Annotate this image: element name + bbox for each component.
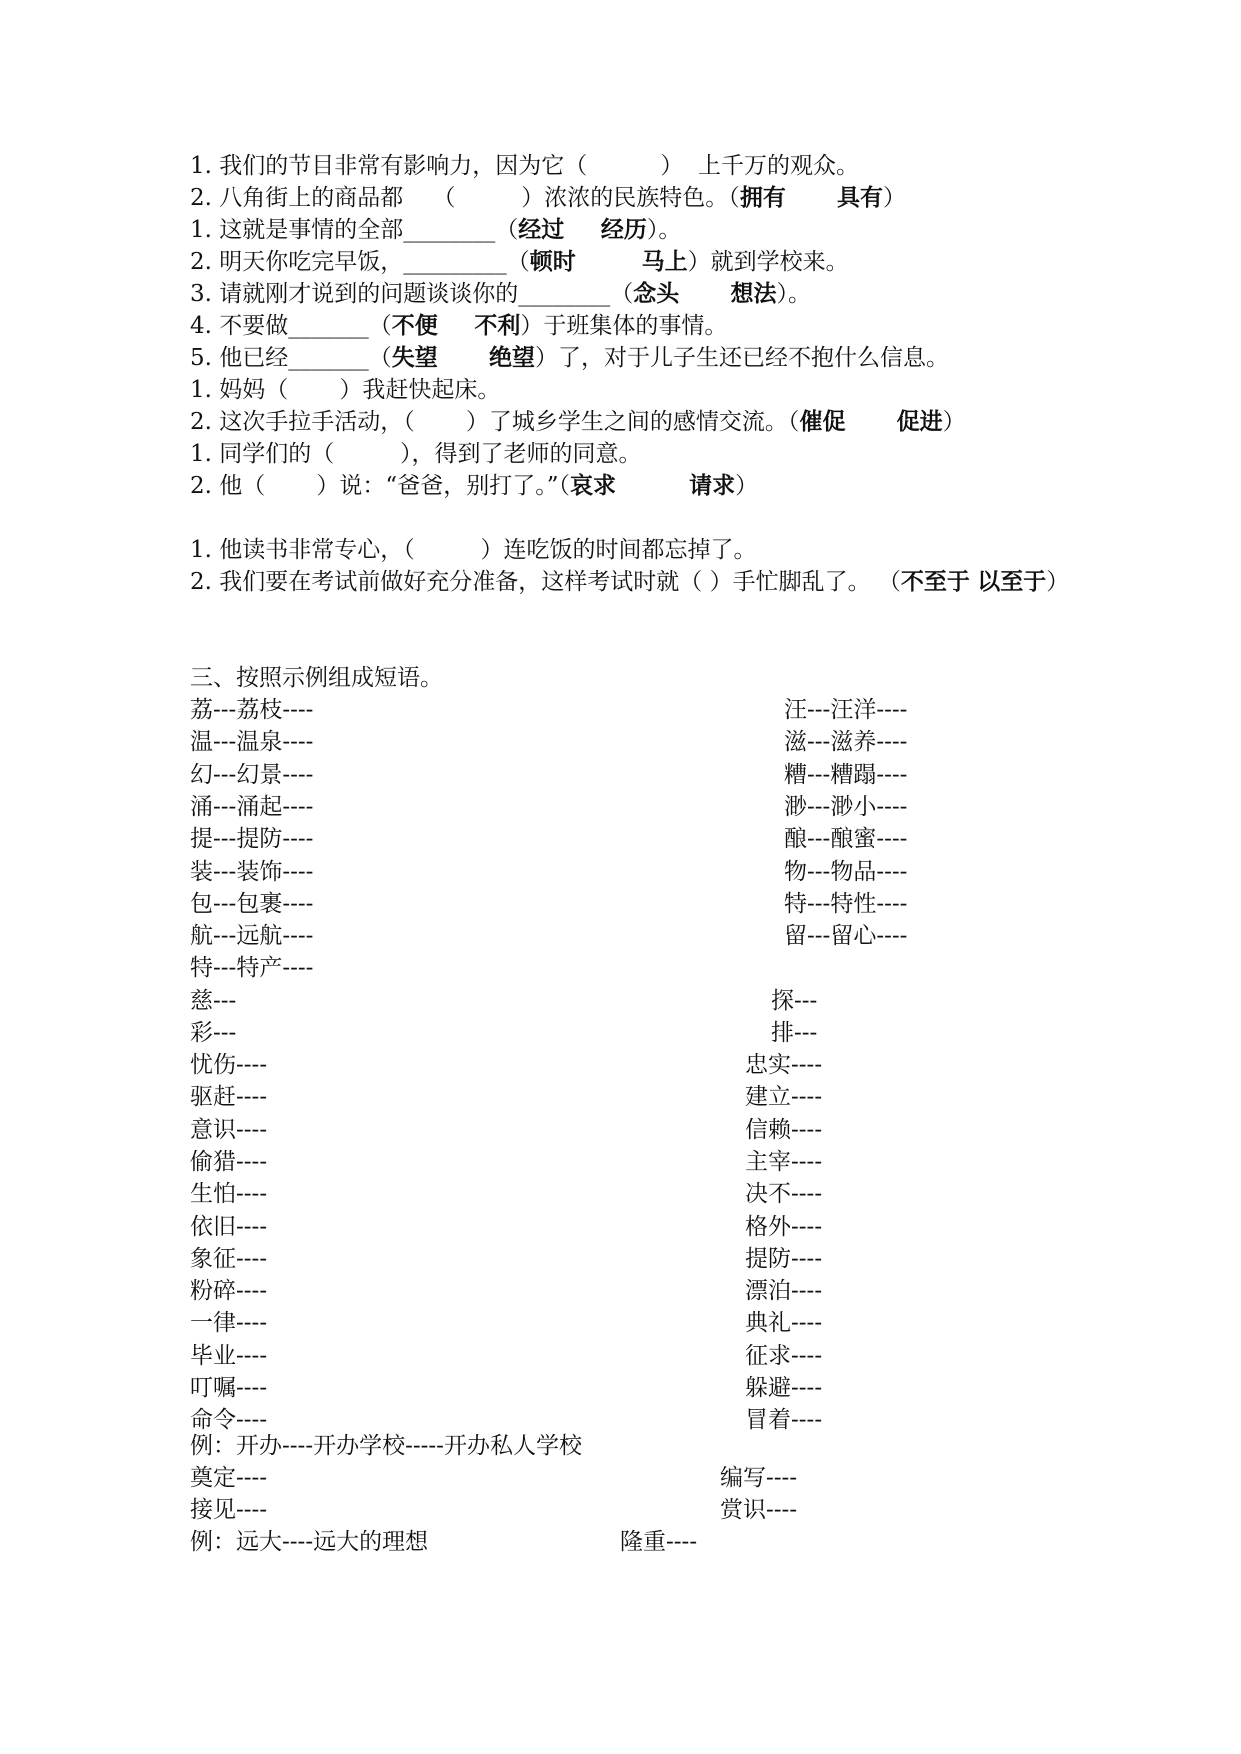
choice-word: 经过 (518, 217, 565, 243)
choice-word: 马上 (641, 249, 688, 275)
phrase-item: 隆重---- (620, 1529, 698, 1555)
phrase-item: 特---特性---- (784, 890, 908, 917)
phrase-item: 主宰---- (745, 1148, 823, 1175)
choice-word: 想法 (730, 281, 777, 307)
choice-word: 请求 (689, 473, 736, 499)
phrase-item: 荔---荔枝---- (190, 697, 314, 723)
phrase-item: 奠定---- (190, 1465, 268, 1491)
choice-word: 不便 (391, 313, 438, 339)
question-line: 5. 他已经_______（失望 绝望）了，对于儿子生还已经不抱什么信息。 (190, 345, 949, 371)
question-line: 2. 八角街上的商品都 （ ）浓浓的民族特色。（拥有 具有） (190, 185, 906, 211)
question-line: 2. 我们要在考试前做好充分准备，这样考试时就（ ）手忙脚乱了。 （不至于 以至于） (190, 569, 1070, 595)
phrase-item: 糟---糟蹋---- (784, 761, 908, 788)
phrase-item: 幻---幻景---- (190, 761, 314, 788)
phrase-item: 忧伤---- (190, 1052, 268, 1078)
phrase-item: 包---包裹---- (190, 890, 314, 917)
question-line: 2. 这次手拉手活动，（ ）了城乡学生之间的感情交流。（催促 促进） (190, 409, 966, 435)
phrase-item: 提防---- (745, 1245, 823, 1272)
example-line: 例：远大----远大的理想 (190, 1529, 429, 1555)
phrase-item: 冒着---- (745, 1407, 823, 1434)
phrase-item: 意识---- (190, 1116, 268, 1143)
phrase-item: 酿---酿蜜---- (784, 826, 908, 853)
question-line: 4. 不要做_______（不便 不利）于班集体的事情。 (190, 313, 728, 339)
phrase-item: 偷猎---- (190, 1148, 268, 1175)
phrase-item: 接见---- (190, 1497, 268, 1524)
choice-word: 念头 (633, 281, 680, 307)
phrase-item: 征求---- (745, 1342, 823, 1369)
phrase-item: 生怕---- (190, 1181, 268, 1208)
phrase-item: 特---特产---- (190, 955, 314, 982)
phrase-item: 命令---- (190, 1407, 268, 1434)
phrase-item: 装---装饰---- (190, 858, 314, 885)
question-line: 2. 明天你吃完早饭，_________（顿时 马上）就到学校来。 (190, 249, 849, 275)
example-line: 例：开办----开办学校-----开办私人学校 (190, 1433, 582, 1459)
phrase-item: 毕业---- (190, 1342, 268, 1369)
phrase-item: 探--- (771, 988, 818, 1014)
phrase-item: 驱赶---- (190, 1084, 268, 1111)
choice-word: 拥有 (739, 185, 786, 211)
choice-word: 失望 (391, 345, 438, 371)
choice-word: 催促 (799, 409, 846, 435)
phrase-item: 提---提防---- (190, 826, 314, 853)
phrase-item: 决不---- (745, 1181, 823, 1208)
question-line: 1. 同学们的（ ），得到了老师的同意。 (190, 441, 642, 467)
choice-word: 具有 (837, 185, 883, 211)
phrase-item: 依旧---- (190, 1213, 268, 1240)
question-line: 3. 请就刚才说到的问题谈谈你的________（念头 想法）。 (190, 281, 811, 307)
phrase-item: 赏识---- (720, 1497, 798, 1524)
phrase-item: 慈--- (190, 988, 237, 1014)
phrase-item: 格外---- (745, 1213, 823, 1240)
choice-word: 不利 (474, 313, 521, 339)
phrase-item: 躲避---- (745, 1375, 823, 1401)
phrase-item: 温---温泉---- (190, 729, 314, 756)
question-line: 1. 他读书非常专心，（ ）连吃饭的时间都忘掉了。 (190, 537, 757, 563)
phrase-item: 编写---- (720, 1465, 798, 1491)
question-line: 1. 妈妈（ ）我赶快起床。 (190, 377, 501, 403)
phrase-item: 典礼---- (745, 1310, 823, 1337)
phrase-item: 物---物品---- (784, 858, 908, 885)
choice-word: 绝望 (488, 345, 535, 371)
phrase-item: 忠实---- (745, 1052, 823, 1078)
phrase-item: 汪---汪洋---- (784, 697, 908, 723)
phrase-item: 叮嘱---- (190, 1375, 268, 1401)
phrase-item: 航---远航---- (190, 923, 314, 950)
choice-word: 不至于 (900, 569, 970, 595)
phrase-item: 滋---滋养---- (784, 729, 908, 756)
phrase-item: 建立---- (745, 1084, 823, 1111)
phrase-item: 象征---- (190, 1245, 268, 1272)
question-line: 2. 他（ ）说：“爸爸，别打了。”（哀求 请求） (190, 473, 759, 499)
question-line: 1. 这就是事情的全部________（经过 经历）。 (190, 217, 682, 243)
choice-word: 哀求 (569, 473, 616, 499)
phrase-item: 涌---涌起---- (190, 793, 314, 820)
phrase-item: 留---留心---- (784, 923, 908, 950)
phrase-item: 一律---- (190, 1310, 268, 1337)
phrase-item: 信赖---- (745, 1116, 823, 1143)
phrase-item: 排--- (771, 1020, 818, 1047)
phrase-item: 漂泊---- (745, 1278, 823, 1305)
choice-word: 以至于 (977, 569, 1047, 595)
phrase-item: 彩--- (190, 1020, 237, 1047)
question-line: 1. 我们的节目非常有影响力，因为它（ ） 上千万的观众。 (190, 153, 859, 179)
phrase-item: 渺---渺小---- (784, 793, 908, 820)
choice-word: 经历 (600, 217, 647, 243)
choice-word: 促进 (896, 409, 943, 435)
choice-word: 顿时 (529, 249, 576, 275)
section-title: 三、按照示例组成短语。 (190, 665, 443, 691)
phrase-item: 粉碎---- (190, 1278, 268, 1305)
